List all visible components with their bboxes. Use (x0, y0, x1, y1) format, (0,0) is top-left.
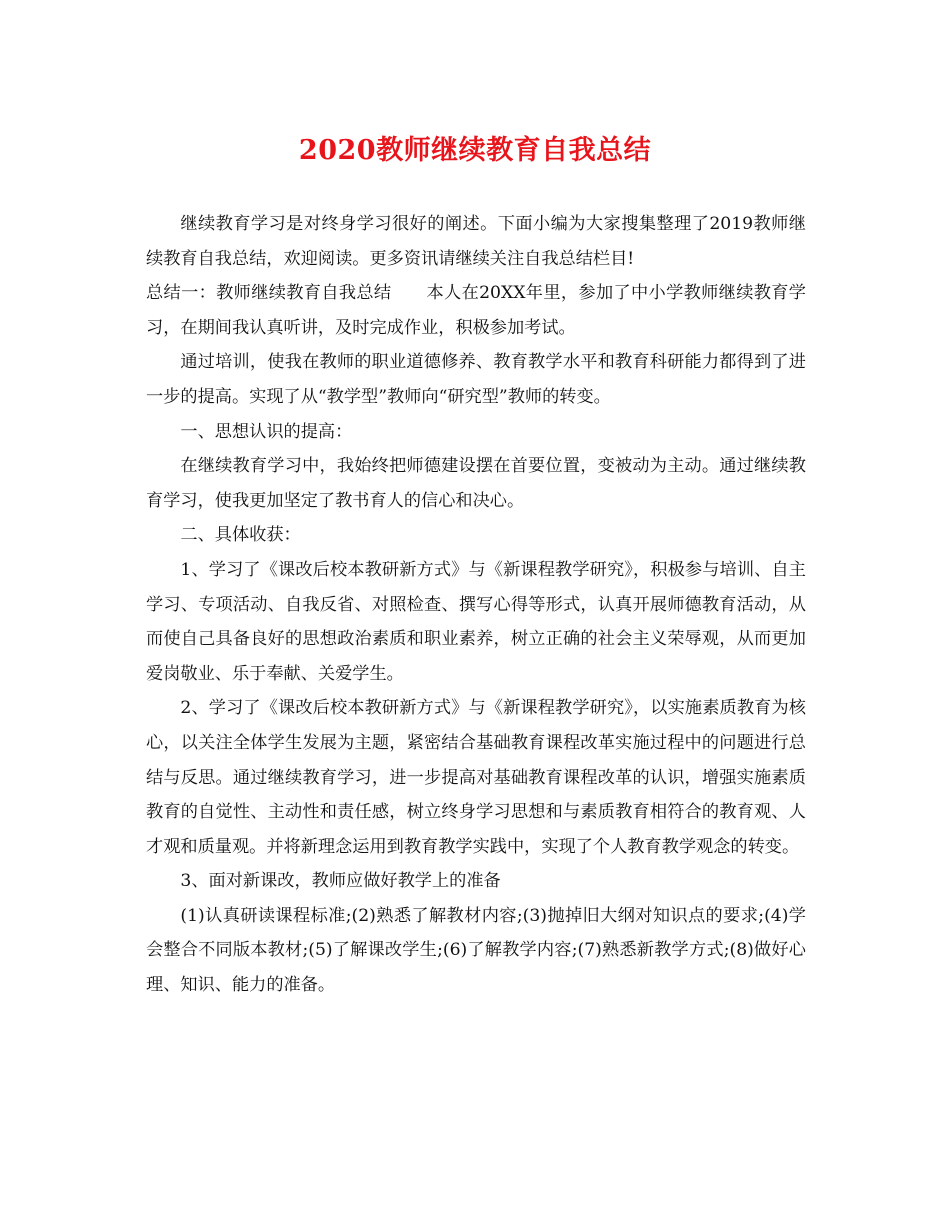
paragraph: 2、学习了《课改后校本教研新方式》与《新课程教学研究》，以实施素质教育为核心，以关注全体学生发展为主题，紧密结合基础教育课程改革实施过程中的问题进行总结与反思。通过继续教育学习，进一步提高对基础教育课程改革的认识，增强实施素质教育的自觉性、主动性和责任感，树立终身学习思想和与素质教育相符合的教育观、人才观和质量观。并将新理念运用到教育教学实践中，实现了个人教育教学观念的转变。 (146, 698, 806, 857)
paragraph: 一、思想认识的提高： (180, 421, 353, 442)
paragraph: 二、具体收获： (180, 525, 301, 546)
paragraph: 在继续教育学习中，我始终把师德建设摆在首要位置，变被动为主动。通过继续教育学习，使我更加坚定了教书育人的信心和决心。 (146, 456, 806, 511)
document-title: 2020教师继续教育自我总结 (298, 135, 652, 166)
paragraph: 1、学习了《课改后校本教研新方式》与《新课程教学研究》，积极参与培训、自主学习、专项活动、自我反省、对照检查、撰写心得等形式，认真开展师德教育活动，从而使自己具备良好的思想政治素质和职业素养，树立正确的社会主义荣辱观，从而更加爱岗敬业、乐于奉献、关爱学生。 (146, 559, 806, 684)
paragraph: 3、面对新课改，教师应做好教学上的准备 (180, 871, 501, 892)
document-body (146, 207, 806, 1003)
paragraph: 继续教育学习是对终身学习很好的阐述。下面小编为大家搜集整理了2019教师继续教育自我总结，欢迎阅读。更多资讯请继续关注自我总结栏目! (146, 214, 806, 269)
paragraph: (1)认真研读课程标准;(2)熟悉了解教材内容;(3)抛掉旧大纲对知识点的要求;(4)学会整合不同版本教材;(5)了解课改学生;(6)了解教学内容;(7)熟悉新教学方式;(8)做好心理、知识、能力的准备。 (146, 905, 806, 996)
paragraph: 通过培训，使我在教师的职业道德修养、教育教学水平和教育科研能力都得到了进一步的提高。实现了从“教学型”教师向“研究型”教师的转变。 (146, 352, 806, 407)
paragraph: 总结一：教师继续教育自我总结 本人在20XX年里，参加了中小学教师继续教育学习，在期间我认真听讲，及时完成作业，积极参加考试。 (146, 283, 806, 338)
